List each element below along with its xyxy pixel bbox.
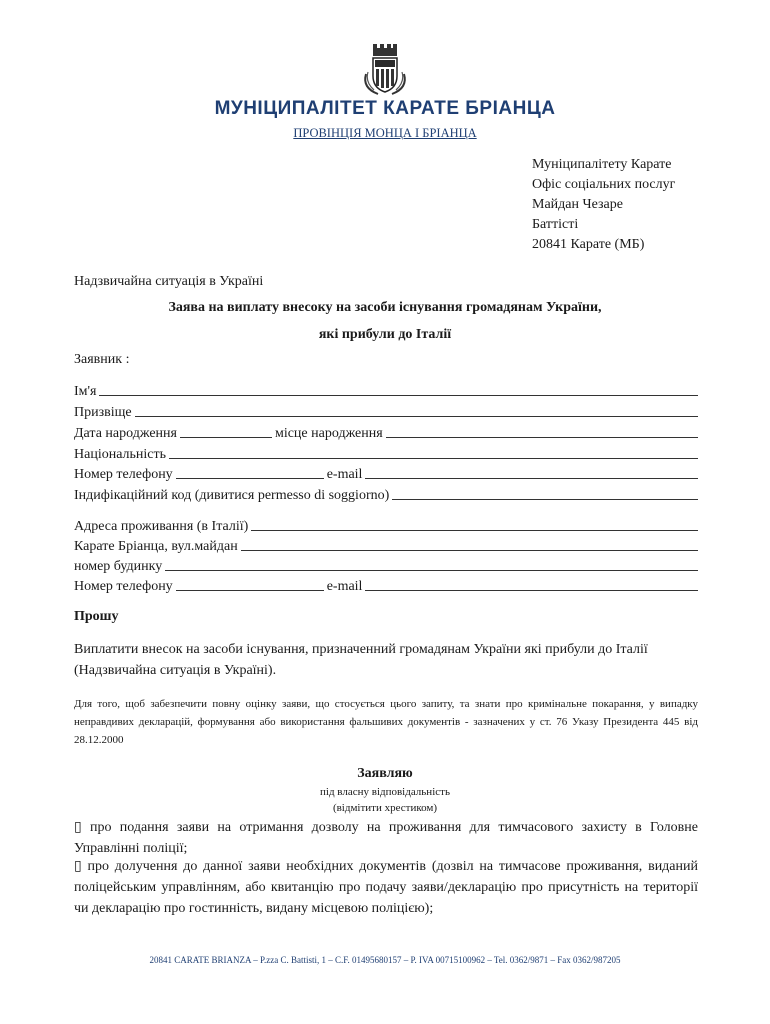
- house-line[interactable]: [165, 570, 698, 571]
- province-subtitle: ПРОВІНЦІЯ МОНЦА І БРІАНЦА: [293, 126, 477, 140]
- surname-label: Призвіще: [74, 405, 132, 420]
- id-code-field[interactable]: [74, 484, 698, 504]
- applicant-label: Заявник :: [74, 352, 130, 367]
- recipient-line: 20841 Карате (МБ): [532, 237, 645, 252]
- municipality-title: МУНІЦИПАЛІТЕТ КАРАТЕ БРІАНЦА: [214, 98, 556, 119]
- recipient-line: Майдан Чезаре: [532, 197, 623, 212]
- id-code-line[interactable]: [392, 499, 698, 500]
- email2-line[interactable]: [365, 590, 698, 591]
- phone2-label: Номер телефону: [74, 579, 173, 594]
- birth-date-label: Дата народження: [74, 426, 177, 441]
- ask-heading: Прошу: [74, 609, 119, 624]
- street-label: Карате Бріанца, вул.майдан: [74, 539, 238, 554]
- recipient-line: Офіс соціальних послуг: [532, 177, 676, 192]
- recipient-address: [532, 155, 675, 255]
- legal-text: Для того, щоб забезпечити повну оцінку заяви, що стосується цього запиту, та знати про кримінальне покарання, у випадку неправдивих декларацій, формування або використання фальшивих документів - зазначених у ст. 76 Указу Президента 445 від 28.12.2000: [74, 698, 698, 746]
- email-line[interactable]: [365, 478, 698, 479]
- phone-email-field[interactable]: [74, 463, 698, 483]
- address-label: Адреса проживання (в Італії): [74, 519, 249, 534]
- id-code-label: Індифікаційний код (дивитися permesso di soggiorno): [74, 488, 390, 503]
- birth-place-line[interactable]: [386, 437, 698, 438]
- house-field[interactable]: [74, 555, 698, 575]
- recipient-line: Баттісті: [532, 217, 579, 232]
- email-label: e-mail: [326, 467, 363, 482]
- declare-sub1: під власну відповідальність: [320, 786, 450, 798]
- nationality-line[interactable]: [169, 458, 698, 459]
- house-label: номер будинку: [74, 559, 163, 574]
- declare-heading: Заявляю: [357, 766, 413, 781]
- phone2-line[interactable]: [176, 590, 324, 591]
- ask-text: Виплатити внесок на засоби існування, призначенний громадянам України які прибули до Італії (Надзвичайна ситуація в Україні).: [74, 642, 648, 678]
- municipal-crest-icon: [360, 44, 410, 96]
- declaration-item[interactable]: ▯ про подання заяви на отримання дозволу на проживання для тимчасового захисту в Головне Управлінні поліції;: [74, 820, 698, 856]
- birth-place-label: місце народження: [274, 426, 383, 441]
- phone-line[interactable]: [176, 478, 324, 479]
- birth-field[interactable]: [74, 422, 698, 442]
- street-field[interactable]: [74, 535, 698, 555]
- declare-sub2: (відмітити хрестиком): [332, 802, 438, 814]
- street-line[interactable]: [241, 550, 698, 551]
- surname-field[interactable]: [74, 401, 698, 421]
- phone-label: Номер телефону: [74, 467, 173, 482]
- footer-address: 20841 CARATE BRIANZA – P.zza C. Battisti, 1 – C.F. 01495680157 – P. IVA 00715100962 – Tel. 0362/9871 – Fax 0362/987205: [149, 955, 621, 965]
- recipient-line: Муніципалітету Карате: [532, 157, 672, 172]
- surname-line[interactable]: [135, 416, 698, 417]
- declaration-item[interactable]: ▯ про долучення до данної заяви необхідних документів (дозвіл на тимчасове проживання, виданий поліцейським управлінням, або квитанцію про подачу заяви/декларацію про присутність на території чи декларацію про гостинність, видану місцевою поліцією);: [74, 859, 698, 916]
- name-line[interactable]: [99, 395, 698, 396]
- request-title-line1: Заява на виплату внесоку на засоби існування громадянам України,: [168, 300, 602, 315]
- birth-date-line[interactable]: [180, 437, 272, 438]
- address-field[interactable]: [74, 515, 698, 535]
- phone2-email2-field[interactable]: [74, 575, 698, 595]
- emergency-label: Надзвичайна ситуація в Україні: [74, 274, 264, 289]
- address-line[interactable]: [251, 530, 698, 531]
- request-title-line2: які прибули до Італії: [318, 327, 452, 342]
- email2-label: e-mail: [326, 579, 363, 594]
- nationality-label: Національність: [74, 447, 167, 462]
- name-field[interactable]: [74, 380, 698, 400]
- name-label: Ім'я: [74, 384, 97, 399]
- nationality-field[interactable]: [74, 443, 698, 463]
